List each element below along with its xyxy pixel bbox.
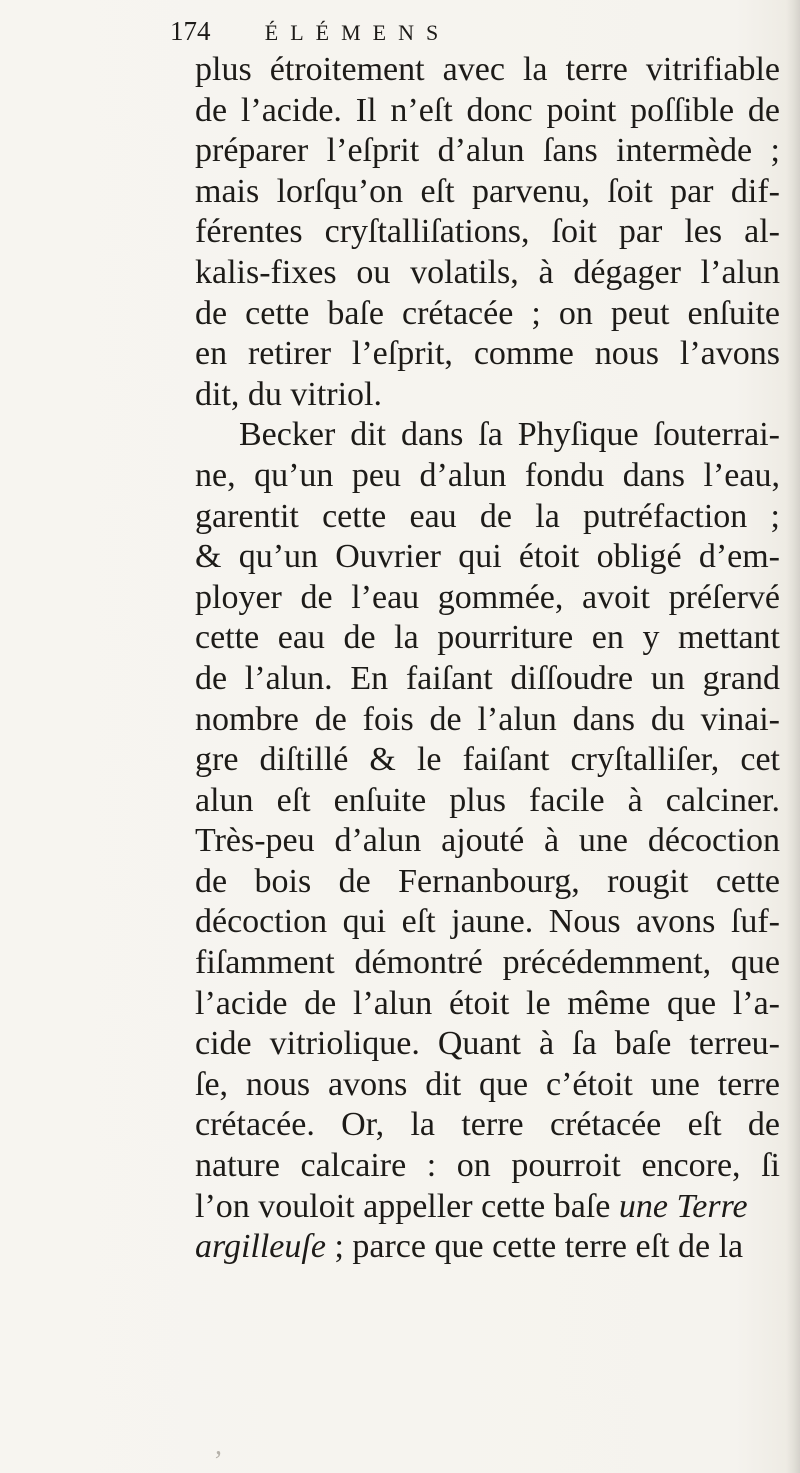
- text-line: garentit cette eau de la putréfaction ;: [195, 497, 780, 535]
- text-line: en retirer l’eſprit, comme nous l’avons: [195, 335, 780, 373]
- text-line: [195, 1227, 780, 1268]
- running-head: ÉLÉMENS: [264, 20, 451, 45]
- text-line: de cette baſe crétacée ; on peut enſuite: [195, 294, 780, 332]
- text-line: mais lorſqu’on eſt parvenu, ſoit par dif-: [195, 172, 780, 210]
- text-line: nature calcaire : on pourroit encore, ſi: [195, 1147, 780, 1185]
- text-line: alun eſt enſuite plus facile à calciner.: [195, 781, 780, 819]
- text-line: gre diſtillé & le faiſant cryſtalliſer, cet: [195, 741, 780, 779]
- text-line: Très-peu d’alun ajouté à une décoction: [195, 822, 780, 860]
- text-fragment: l’on vouloit appeller cette baſe: [195, 1187, 619, 1225]
- text-line: ne, qu’un peu d’alun fondu dans l’eau,: [195, 456, 780, 494]
- italic-phrase: argilleuſe: [195, 1228, 326, 1266]
- text-line: nombre de fois de l’alun dans du vinai-: [195, 700, 780, 738]
- text-line: [195, 1187, 780, 1228]
- text-fragment: ; parce que cette terre eſt de la: [325, 1228, 744, 1266]
- text-line: férentes cryſtalliſations, ſoit par les al-: [195, 213, 780, 251]
- text-line: décoction qui eſt jaune. Nous avons ſuf-: [195, 903, 780, 941]
- text-line: de bois de Fernanbourg, rougit cette: [195, 862, 780, 900]
- text-line: kalis-fixes ou volatils, à dégager l’alun: [195, 253, 780, 291]
- stray-ink-mark: ,: [215, 1430, 222, 1461]
- page-edge-shadow: [786, 0, 800, 1473]
- text-line: fiſamment démontré précédemment, que: [195, 944, 780, 982]
- text-line: ployer de l’eau gommée, avoit préſervé: [195, 578, 780, 616]
- text-line: de l’acide. Il n’eſt donc point poſſible de: [195, 91, 780, 129]
- text-line: l’acide de l’alun étoit le même que l’a-: [195, 984, 780, 1022]
- italic-phrase: une Terre: [618, 1187, 748, 1225]
- text-line: cette eau de la pourriture en y mettant: [195, 619, 780, 657]
- page-header: [170, 10, 690, 52]
- text-line: cide vitriolique. Quant à ſa baſe terreu-: [195, 1025, 780, 1063]
- text-line: crétacée. Or, la terre crétacée eſt de: [195, 1106, 780, 1144]
- page-number: 174: [170, 16, 211, 46]
- body-text: [195, 50, 780, 1268]
- text-line: de l’alun. En faiſant diſſoudre un grand: [195, 659, 780, 697]
- text-line: plus étroitement avec la terre vitrifiable: [195, 51, 780, 88]
- text-line: dit, du vitriol.: [195, 375, 382, 413]
- text-line: Becker dit dans ſa Phyſique ſouterrai-: [239, 416, 780, 454]
- text-line: & qu’un Ouvrier qui étoit obligé d’em-: [195, 538, 780, 576]
- text-line: ſe, nous avons dit que c’étoit une terre: [195, 1065, 780, 1103]
- text-line: préparer l’eſprit d’alun ſans intermède ;: [195, 132, 780, 170]
